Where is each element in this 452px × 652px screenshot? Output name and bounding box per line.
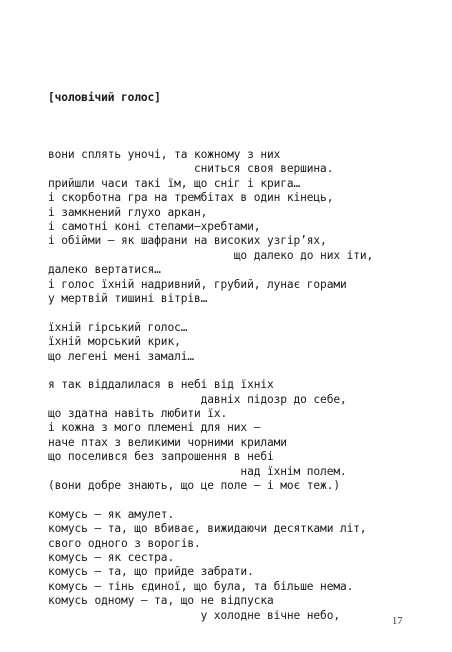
section-heading: [чоловічий голос] bbox=[48, 90, 161, 104]
poem-line: сниться своя вершина. bbox=[48, 162, 334, 176]
poem-line: комусь — як амулет. bbox=[48, 507, 175, 521]
poem-line: їхній морський крик, bbox=[48, 335, 181, 349]
poem-line: комусь — як сестра. bbox=[48, 550, 175, 564]
poem-line: що здатна навіть любити їх. bbox=[48, 407, 228, 421]
poem-line: що поселився без запрошення в небі bbox=[48, 450, 274, 464]
poem-line: давніх підозр до себе, bbox=[48, 392, 347, 406]
poem-lines bbox=[48, 148, 373, 623]
poem-line: я так віддалилася в небі від їхніх bbox=[48, 378, 274, 392]
poem-line: комусь одному — та, що не відпуска bbox=[48, 594, 274, 608]
poem-line: у холодне вічне небо, bbox=[48, 608, 340, 622]
poem-line: і голос їхній надривний, грубий, лунає горами bbox=[48, 277, 347, 291]
poem-line: над їхнім полем. bbox=[48, 464, 347, 478]
poem-line: свого одного з ворогів. bbox=[48, 536, 201, 550]
page-number: 17 bbox=[392, 616, 403, 627]
poem-line: і кожна з мого племені для них — bbox=[48, 421, 261, 435]
poem-line: у мертвій тишині вітрів… bbox=[48, 291, 208, 305]
poem-line: і обійми — як шафрани на високих узгір’ях, bbox=[48, 234, 327, 248]
poem-line: і замкнений глухо аркан, bbox=[48, 205, 208, 219]
poem-line: комусь — та, що прийде забрати. bbox=[48, 565, 254, 579]
poem-line: (вони добре знають, що це поле — і моє теж.) bbox=[48, 479, 340, 493]
stanza-break bbox=[48, 306, 373, 320]
poem-line: і самотні коні степами—хребтами, bbox=[48, 219, 261, 233]
poem-text bbox=[48, 62, 373, 652]
poem-line: наче птах з великими чорними крилами bbox=[48, 435, 287, 449]
poem-line: комусь — тінь єдиної, що була, та більше нема. bbox=[48, 579, 354, 593]
poem-line: що далеко до них іти, bbox=[48, 248, 374, 262]
poem-line: і скорботна гра на трембітах в один кінець, bbox=[48, 191, 334, 205]
poem-line: далеко вертатися… bbox=[48, 263, 161, 277]
stanza-break bbox=[48, 493, 373, 507]
poem-line: що легені мені замалі… bbox=[48, 349, 194, 363]
stanza-break bbox=[48, 364, 373, 378]
poem-line: їхній гірський голос… bbox=[48, 320, 188, 334]
poem-line: прийшли часи такі їм, що сніг і крига… bbox=[48, 176, 301, 190]
poem-line: вони сплять уночі, та кожному з них bbox=[48, 148, 281, 162]
poem-line: комусь — та, що вбиває, вижидаючи десятками літ, bbox=[48, 522, 367, 536]
